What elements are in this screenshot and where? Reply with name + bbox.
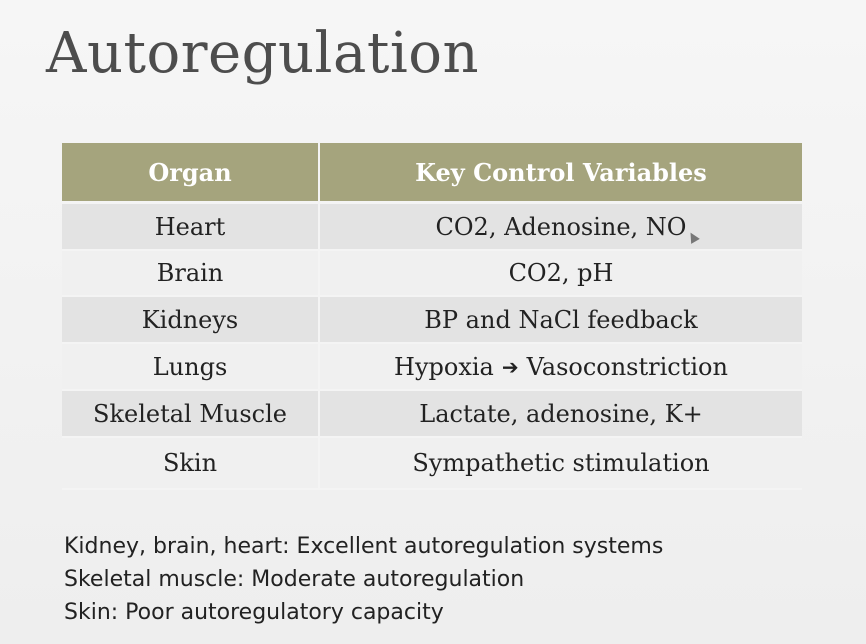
table-row [62, 251, 802, 297]
table-row [62, 204, 802, 251]
slide-title: Autoregulation [46, 21, 480, 86]
organ-cell: Heart [62, 204, 320, 249]
note-line: Kidney, brain, heart: Excellent autoregulation systems [64, 534, 664, 559]
table-row [62, 438, 802, 490]
variables-cell: BP and NaCl feedback [424, 305, 698, 334]
variables-before: Hypoxia [394, 352, 494, 381]
note-line: Skeletal muscle: Moderate autoregulation [64, 567, 525, 592]
organ-cell: Skin [62, 438, 320, 488]
table-row [62, 344, 802, 391]
variables-cell: CO2, Adenosine, NO [435, 212, 687, 241]
organ-cell: Brain [62, 251, 320, 295]
variables-cell: CO2, pH [508, 259, 614, 287]
variables-cell: Lactate, adenosine, K+ [419, 399, 703, 428]
organ-cell: Skeletal Muscle [62, 391, 320, 436]
table-row [62, 391, 802, 438]
organ-cell: Lungs [62, 344, 320, 389]
organ-cell: Kidneys [62, 297, 320, 342]
variables-after: Vasoconstriction [526, 352, 728, 381]
right-arrow-icon: ➔ [501, 354, 519, 379]
variables-cell: Sympathetic stimulation [412, 449, 710, 477]
header-key-control-variables: Key Control Variables [415, 157, 707, 187]
header-organ: Organ [62, 143, 320, 201]
table-header-row [62, 143, 802, 204]
autoregulation-table [62, 143, 802, 490]
notes-block [64, 530, 663, 629]
table-row [62, 297, 802, 344]
variables-cell [320, 344, 802, 389]
note-line: Skin: Poor autoregulatory capacity [64, 600, 444, 625]
